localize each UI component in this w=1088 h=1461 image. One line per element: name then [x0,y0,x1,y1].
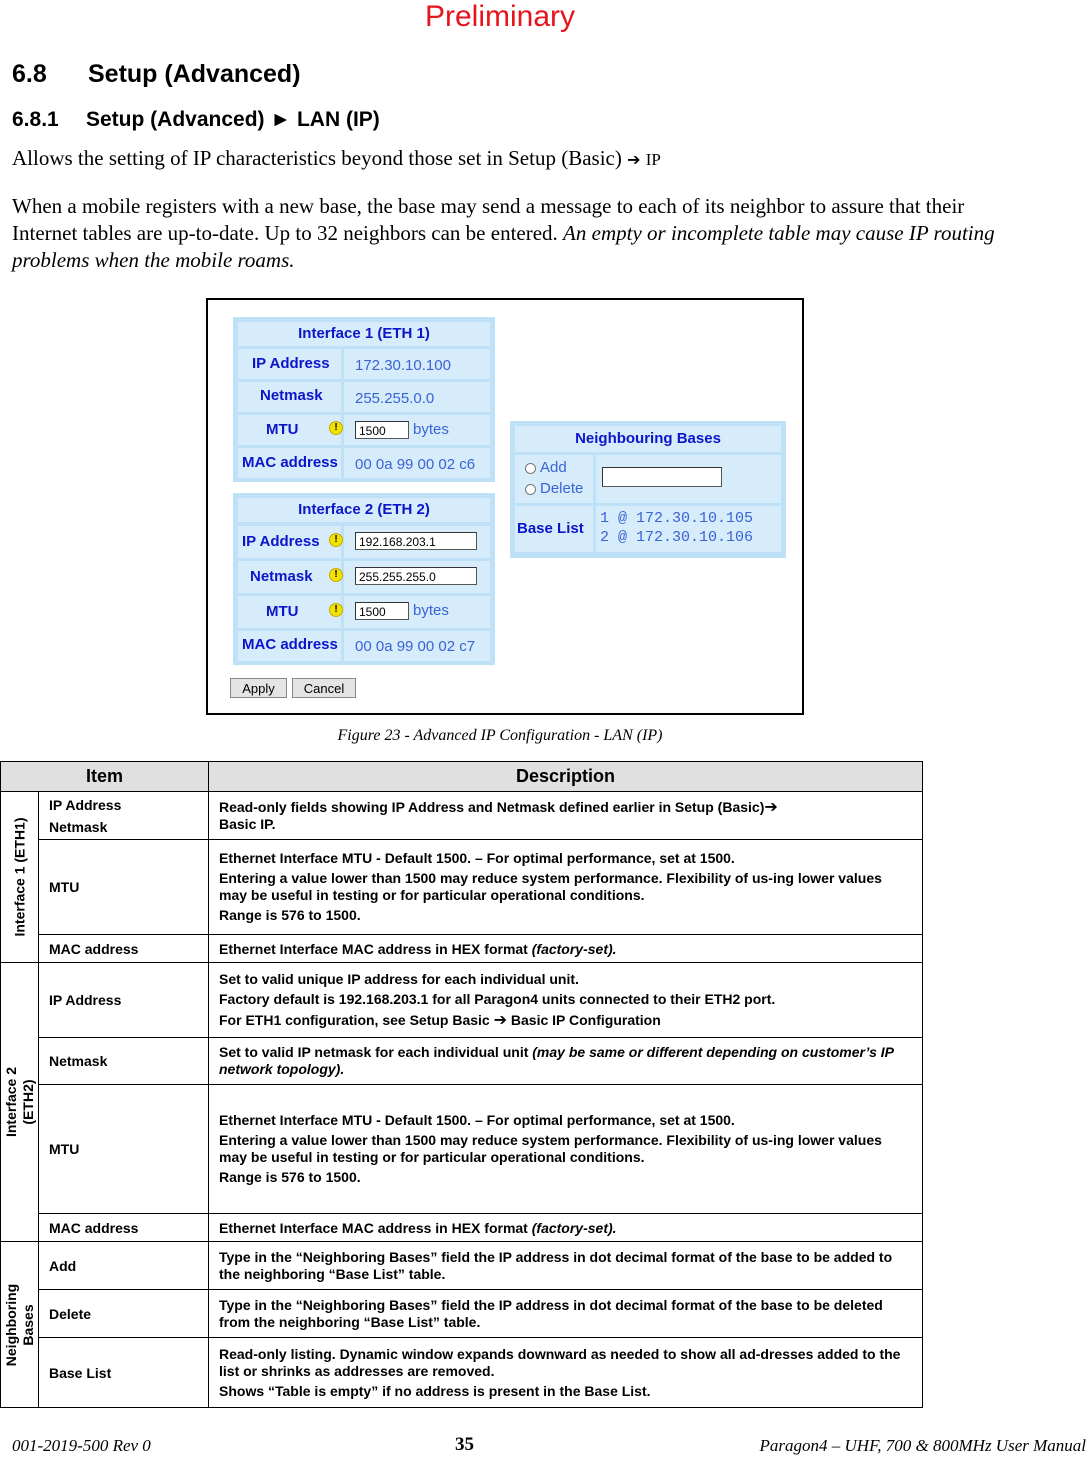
desc-text: Read-only fields showing IP Address and Netmask defined earlier in Setup (Basic) [219,799,765,815]
group-label [3,1067,37,1137]
table-row-item: Netmask [39,1038,209,1085]
desc-text: Basic IP Configuration [510,1012,661,1028]
intro-paragraph [12,145,1012,173]
table-row-desc [209,1214,923,1242]
footer-doc-id: 001-2019-500 Rev 0 [12,1436,151,1455]
table-row-desc [209,1085,923,1214]
table-row-item: IP Address [39,963,209,1038]
item-header: Item [1,762,209,792]
warning-icon: ! [329,421,343,435]
preliminary-watermark: Preliminary [424,0,576,33]
desc-text: Read-only listing. Dynamic window expands downward as needed to show all ad-dresses added to the list or shrinks as addresses are removed. [219,1345,901,1379]
intro-tail: IP [645,150,661,169]
warning-icon: ! [329,568,343,582]
desc-text: Entering a value lower than 1500 may reduce system performance. Flexibility of us-ing lower values may be useful in testing or for particular operational conditions. [219,1132,882,1165]
table-row-desc [209,1338,923,1408]
desc-text: For ETH1 configuration, see Setup Basic [219,1012,490,1028]
desc-text: Set to valid IP netmask for each individual unit [219,1044,529,1060]
eth2-mtu-input[interactable]: 1500 [355,602,409,620]
eth1-mac-value: 00 0a 99 00 02 c6 [355,456,476,473]
desc-text: Basic IP. [219,816,276,832]
eth2-panel [233,493,495,665]
table-row-desc [209,1038,923,1085]
table-row-item [39,792,209,840]
add-radio[interactable] [525,463,536,474]
group-interface-1 [1,792,39,963]
add-label: Add [540,459,567,476]
eth1-title: Interface 1 (ETH 1) [298,325,430,342]
subsection-heading [12,108,380,132]
subsection-title: Setup (Advanced) ► LAN (IP) [86,108,380,131]
desc-text: Range is 576 to 1500. [219,907,361,923]
arrow-icon: ➔ [764,797,778,816]
eth1-ip-value: 172.30.10.100 [355,357,451,374]
desc-text: Ethernet Interface MTU - Default 1500. – For optimal performance, set at 1500. [219,850,735,866]
body-emphasis: An empty or incomplete table may cause IP routing problems when the mobile roams. [12,221,995,272]
desc-text: Range is 576 to 1500. [219,1169,361,1185]
eth1-panel [233,317,495,482]
footer-page-number: 35 [455,1434,474,1455]
figure-caption: Figure 23 - Advanced IP Configuration - LAN (IP) [337,727,663,744]
group-label-line: Interface 2 [2,1066,19,1138]
neighbours-panel [510,421,786,558]
item-label: IP Address [49,796,122,813]
footer-manual-title: Paragon4 – UHF, 700 & 800MHz User Manual [759,1436,1086,1455]
eth2-netmask-label: Netmask [250,568,313,585]
section-number: 6.8 [12,60,47,88]
delete-label: Delete [540,480,584,497]
arrow-icon: ➔ [627,150,641,169]
apply-button[interactable]: Apply [230,678,287,698]
description-header: Description [209,762,923,792]
table-row-item: Add [39,1242,209,1290]
cancel-button[interactable]: Cancel [292,678,356,698]
body-paragraph [12,193,1012,274]
table-row-item: MTU [39,840,209,935]
arrow-icon: ➔ [493,1010,508,1029]
eth2-mac-label: MAC address [242,636,338,653]
eth1-mtu-unit: bytes [413,421,449,438]
table-row-item: MAC address [39,1214,209,1242]
group-neighboring-bases [1,1242,39,1408]
base-list-entry: 2 @ 172.30.10.106 [600,529,754,546]
neighbours-title: Neighbouring Bases [575,430,721,447]
desc-emphasis: (may be same or different depending on customer’s IP network topology). [219,1044,894,1077]
table-row-desc [209,840,923,935]
body-text: When a mobile registers with a new base, the base may send a message to each of its neighbor to assure that their Internet tables are up-to-date. Up to 32 neighbors can be entered. [12,194,965,245]
table-row-item: MTU [39,1085,209,1214]
eth1-netmask-value: 255.255.0.0 [355,390,435,407]
intro-text: Allows the setting of IP characteristics beyond those set in Setup (Basic) [12,146,622,170]
warning-icon: ! [329,603,343,617]
group-interface-2 [1,963,39,1242]
neighbour-address-input[interactable] [602,467,722,487]
eth1-ip-label: IP Address [252,355,330,372]
subsection-number: 6.8.1 [12,108,59,131]
eth2-title: Interface 2 (ETH 2) [298,501,430,518]
desc-text: Entering a value lower than 1500 may reduce system performance. Flexibility of us-ing lower values may be useful in testing or for particular operational conditions. [219,870,882,903]
desc-text: Factory default is 192.168.203.1 for all Paragon4 units connected to their ETH2 port. [219,991,776,1007]
group-label: Interface 1 (ETH1) [11,817,27,937]
section-heading [12,60,301,89]
eth2-mtu-label: MTU [266,603,299,620]
group-label-line: (ETH2) [19,1079,36,1125]
base-list-entry: 1 @ 172.30.10.105 [600,510,754,527]
eth2-mac-value: 00 0a 99 00 02 c7 [355,638,476,655]
section-title: Setup (Advanced) [88,60,301,88]
desc-emphasis: (factory-set). [531,940,617,957]
advanced-ip-screenshot [206,298,804,715]
table-row-item: Base List [39,1338,209,1408]
desc-text: Set to valid unique IP address for each individual unit. [219,971,579,987]
eth1-netmask-label: Netmask [260,387,323,404]
base-list-label: Base List [517,520,584,537]
delete-radio[interactable] [525,484,536,495]
desc-emphasis: (factory-set). [531,1219,617,1236]
table-row-desc [209,935,923,963]
eth1-mtu-input[interactable]: 1500 [355,421,409,439]
table-row-item: Delete [39,1290,209,1338]
eth2-mtu-unit: bytes [413,602,449,619]
item-label: Netmask [49,818,108,835]
table-row-desc [209,1242,923,1290]
eth2-netmask-input[interactable]: 255.255.255.0 [355,567,477,585]
description-table [0,761,923,1408]
desc-text: Ethernet Interface MTU - Default 1500. – For optimal performance, set at 1500. [219,1112,735,1128]
desc-text: Ethernet Interface MAC address in HEX format [219,940,528,957]
desc-text: Shows “Table is empty” if no address is present in the Base List. [219,1382,651,1399]
eth1-mtu-label: MTU [266,421,299,438]
group-label [3,1283,37,1365]
warning-icon: ! [329,533,343,547]
desc-text: Type in the “Neighboring Bases” field the IP address in dot decimal format of the base to be deleted from the neighboring “Base List” table. [219,1296,883,1330]
group-label-line: Neighboring [2,1283,19,1366]
table-row-item: MAC address [39,935,209,963]
eth2-ip-label: IP Address [242,533,320,550]
desc-text: Ethernet Interface MAC address in HEX format [219,1219,528,1236]
group-label-line: Bases [19,1303,36,1346]
table-row-desc [209,1290,923,1338]
desc-text: Type in the “Neighboring Bases” field the IP address in dot decimal format of the base to be added to the neighboring “Base List” table. [219,1248,893,1282]
table-row-desc [209,792,923,840]
eth1-mac-label: MAC address [242,454,338,471]
eth2-ip-input[interactable]: 192.168.203.1 [355,532,477,550]
table-row-desc [209,963,923,1038]
